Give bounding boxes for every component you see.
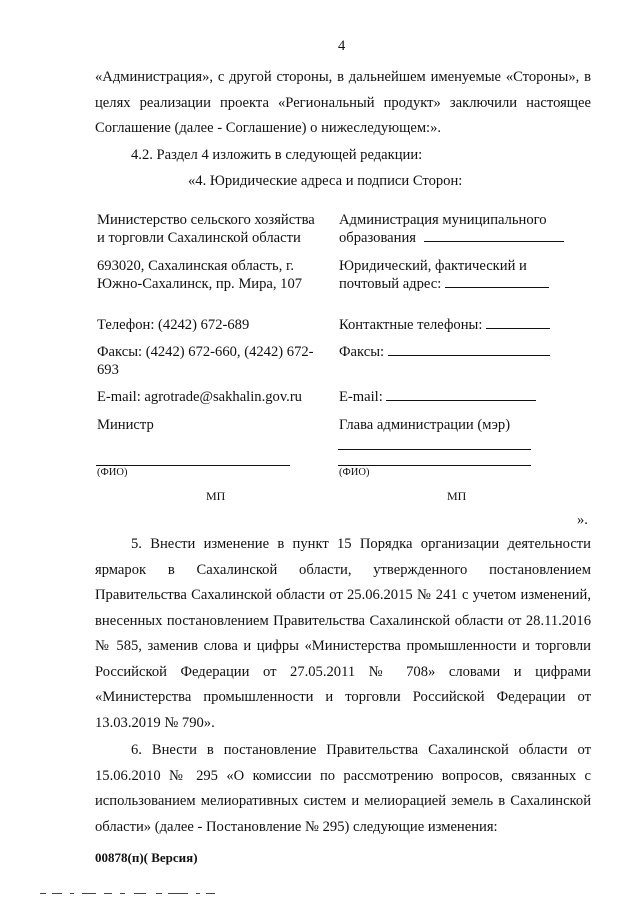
right-fio-label: (ФИО): [339, 467, 370, 478]
blank-field: [424, 229, 564, 242]
left-address: [97, 257, 302, 293]
scan-artifact: [134, 893, 146, 894]
blank-field: [388, 343, 550, 356]
right-org-line-2: [339, 229, 564, 247]
scan-artifact: [104, 893, 112, 894]
left-fax-line: 693: [97, 362, 119, 378]
scan-artifact: [206, 893, 215, 894]
item-5-line: № 585, заменив слова и цифры «Министерства промышленности и торговли: [95, 638, 591, 654]
right-address-line-2: [339, 275, 549, 293]
item-6-line: 15.06.2010 № 295 «О комиссии по рассмотрению вопросов, связанных с: [95, 767, 591, 784]
right-fax-label: Факсы:: [339, 344, 385, 360]
intro-line: «Администрация», с другой стороны, в дальнейшем именуемые «Стороны», в: [95, 69, 591, 85]
item-5-line: Правительства Сахалинской области от 25.06.2015 № 241 с учетом изменений,: [95, 587, 591, 603]
left-org-line: и торговли Сахалинской области: [97, 230, 301, 246]
right-org-label: образования: [339, 230, 416, 246]
item-5-paragraph: [95, 532, 591, 736]
item-5-line: внесенных постановлением Правительства Сахалинской области от 28.11.2016: [95, 612, 591, 629]
item-5-line: Российской Федерации от 27.05.2011 № 708» словами и цифрами: [95, 663, 591, 680]
left-fax: [97, 343, 314, 379]
section-title: «4. Юридические адреса и подписи Сторон:: [188, 173, 463, 189]
scan-artifact: [156, 893, 162, 894]
right-address-label: почтовый адрес:: [339, 276, 442, 292]
right-position: Глава администрации (мэр): [339, 417, 511, 433]
left-signature-line: [96, 465, 290, 466]
right-address: [339, 257, 549, 293]
right-phones-label: Контактные телефоны:: [339, 317, 483, 333]
blank-field: [386, 388, 536, 401]
blank-field: [486, 316, 550, 329]
right-address-line: Юридический, фактический и: [339, 258, 527, 274]
closing-quote: ».: [577, 512, 588, 528]
right-org-name: [339, 211, 564, 247]
left-org-line: Министерство сельского хозяйства: [97, 212, 315, 228]
left-address-line: 693020, Сахалинская область, г.: [97, 258, 295, 274]
scan-artifact: [120, 893, 125, 894]
item-5-line: 5. Внести изменение в пункт 15 Порядка организации деятельности: [131, 536, 591, 552]
scan-artifact: [52, 893, 62, 894]
left-email: E-mail: agrotrade@sakhalin.gov.ru: [97, 389, 302, 405]
right-signature-line-2: [338, 465, 531, 466]
item-6-line: использованием мелиоративных систем и мелиорацией земель в Сахалинской: [95, 793, 591, 809]
item-5-line: 13.03.2019 № 790».: [95, 714, 215, 731]
item-6-line: 6. Внести в постановление Правительства Сахалинской области от: [131, 742, 591, 758]
left-fax-line: Факсы: (4242) 672-660, (4242) 672-: [97, 344, 314, 360]
left-address-line: Южно-Сахалинск, пр. Мира, 107: [97, 276, 303, 292]
scan-artifact: [40, 893, 46, 894]
item-5-line: «Министерства промышленности и торговли Российской Федерации от: [95, 689, 591, 705]
intro-line: Соглашение (далее - Соглашение) о нижеследующем:».: [95, 120, 442, 136]
intro-paragraph: [95, 65, 591, 142]
scan-artifact: [82, 893, 96, 894]
blank-field: [445, 275, 549, 288]
right-signature-line-1: [338, 449, 531, 450]
page-number: 4: [338, 38, 346, 54]
intro-line: целях реализации проекта «Региональный продукт» заключили настоящее: [95, 94, 591, 111]
scan-artifact: [168, 893, 188, 894]
right-email: [339, 388, 536, 406]
item-6-paragraph: [95, 738, 591, 840]
left-phone: Телефон: (4242) 672-689: [97, 317, 250, 333]
right-phones: [339, 316, 550, 334]
right-email-label: E-mail:: [339, 389, 383, 405]
item-5-line: ярмарок в Сахалинской области, утвержденного постановлением: [95, 561, 591, 578]
item-6-line: области» (далее - Постановление № 295) следующие изменения:: [95, 818, 498, 835]
left-position: Министр: [97, 417, 154, 433]
scan-artifact: [70, 893, 74, 894]
left-org-name: [97, 211, 315, 247]
right-stamp-place: МП: [447, 489, 467, 503]
document-footer-code: 00878(п)( Версия): [95, 850, 198, 865]
left-stamp-place: МП: [206, 489, 226, 503]
right-fax: [339, 343, 550, 361]
right-org-line: Администрация муниципального: [339, 212, 547, 228]
left-fio-label: (ФИО): [97, 467, 128, 478]
item-4-2: 4.2. Раздел 4 изложить в следующей редакции:: [131, 147, 423, 163]
scan-artifact: [196, 893, 200, 894]
